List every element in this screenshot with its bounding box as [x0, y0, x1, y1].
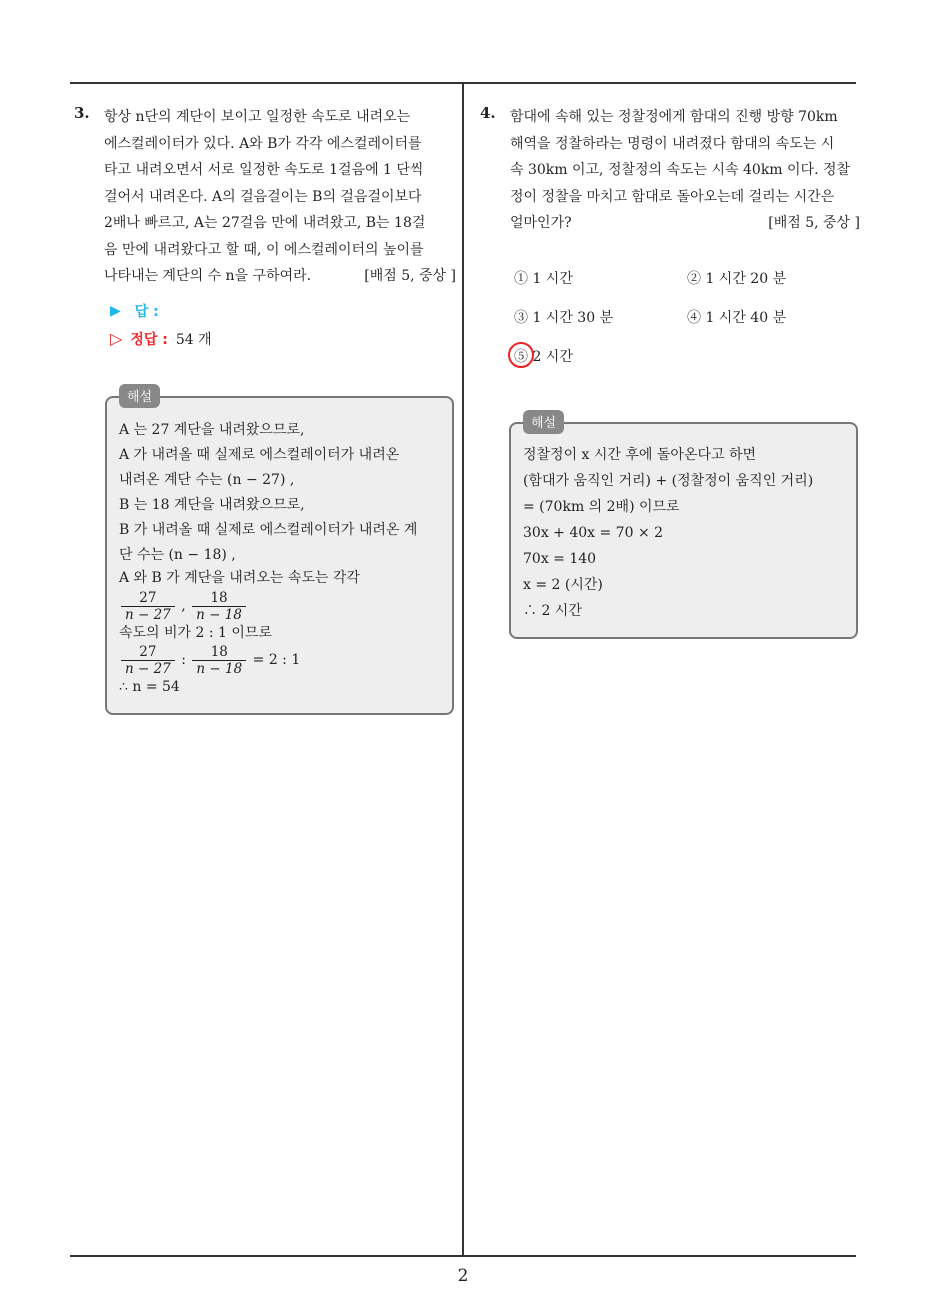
- explanation-line: 내려온 계단 수는 (n − 27) ,: [119, 472, 295, 488]
- question-number: 3.: [74, 104, 90, 122]
- question-line: 함대에 속해 있는 정찰정에게 함대의 진행 방향 70km: [510, 109, 838, 125]
- explanation-tab: 해설: [119, 384, 160, 408]
- explanation-line: x = 2 (시간): [523, 577, 603, 593]
- fraction-line: [119, 642, 442, 678]
- correct-answer-row: [110, 326, 456, 352]
- question-line: 걸어서 내려온다. A의 걸음걸이는 B의 걸음걸이보다: [104, 188, 422, 205]
- fraction-line: [119, 588, 442, 624]
- explanation-line: (함대가 움직인 거리) + (정찰정이 움직인 거리): [523, 473, 814, 489]
- explanation-line: 정찰정이 x 시간 후에 돌아온다고 하면: [523, 447, 757, 463]
- answer-row: [110, 298, 456, 324]
- question-line: 얼마인가?: [510, 215, 572, 231]
- fraction-denominator: n − 18: [196, 660, 243, 677]
- selected-circle-icon: [508, 342, 534, 368]
- fraction-separator: ,: [181, 598, 186, 614]
- page-number: 2: [457, 1266, 469, 1286]
- fraction-numerator: 27: [121, 644, 175, 661]
- question-line: 2배나 빠르고, A는 27걸음 만에 내려왔고, B는 18걸: [104, 215, 426, 231]
- question-4: [480, 104, 860, 376]
- question-line: 에스컬레이터가 있다. A와 B가 각각 에스컬레이터를: [104, 135, 422, 152]
- choice-5-selected[interactable]: [514, 346, 690, 366]
- explanation-line: A 가 내려올 때 실제로 에스컬레이터가 내려온: [119, 447, 400, 463]
- play-arrow-icon: ▶: [110, 302, 121, 319]
- fraction-numerator: 18: [192, 644, 246, 661]
- choice-5-label: ⑤ 2 시간: [514, 349, 573, 365]
- question-line: 속 30km 이고, 정찰정의 속도는 시속 40km 이다. 정찰: [510, 162, 851, 178]
- fraction: [192, 644, 246, 677]
- question-3: [74, 104, 456, 352]
- explanation-box-q4: [509, 416, 858, 639]
- choice-2[interactable]: ② 1 시간 20 분: [687, 271, 787, 287]
- explanation-tab: 해설: [523, 410, 564, 434]
- explanation-line: 30x + 40x = 70 × 2: [523, 525, 664, 541]
- answer-label: 답 :: [134, 303, 159, 320]
- explanation-box-q3: [105, 390, 454, 715]
- question-line: 정이 정찰을 마치고 함대로 돌아오는데 걸리는 시간은: [510, 188, 835, 205]
- explanation-line: ∴ 2 시간: [523, 603, 582, 619]
- correct-answer-label: 정답 :: [130, 331, 168, 348]
- explanation-line: B 는 18 계단을 내려왔으므로,: [119, 497, 305, 513]
- explanation-line: 속도의 비가 2 : 1 이므로: [119, 625, 272, 641]
- question-text: [104, 104, 456, 290]
- equation-tail: = 2 : 1: [252, 652, 301, 668]
- fraction-numerator: 18: [192, 590, 246, 607]
- explanation-line: A 는 27 계단을 내려왔으므로,: [119, 422, 305, 438]
- fraction-numerator: 27: [121, 590, 175, 607]
- fraction-denominator: n − 18: [196, 606, 242, 623]
- explanation-line: 70x = 140: [523, 551, 597, 567]
- question-line: 타고 내려오면서 서로 일정한 속도로 1걸음에 1 단씩: [104, 162, 424, 178]
- fraction: [121, 590, 175, 623]
- choice-list: [514, 259, 860, 376]
- triangle-outline-icon: ▷: [110, 329, 123, 348]
- question-number: 4.: [480, 104, 496, 122]
- choice-1[interactable]: ① 1 시간: [514, 271, 573, 287]
- choice-3[interactable]: ③ 1 시간 30 분: [514, 310, 614, 326]
- fraction: [121, 644, 175, 677]
- explanation-line: B 가 내려올 때 실제로 에스컬레이터가 내려온 계: [119, 522, 418, 538]
- question-line: 해역을 정찰하라는 명령이 내려졌다 함대의 속도는 시: [510, 135, 835, 152]
- question-line: 항상 n단의 계단이 보이고 일정한 속도로 내려오는: [104, 109, 411, 125]
- explanation-line: = (70km 의 2배) 이므로: [523, 499, 680, 515]
- question-line: 음 만에 내려왔다고 할 때, 이 에스컬레이터의 높이를: [104, 241, 424, 258]
- score-meta: [배점 5, 중상 ]: [364, 268, 456, 284]
- question-text: [510, 104, 860, 237]
- fraction-denominator: n − 27: [125, 660, 171, 677]
- choice-4[interactable]: ④ 1 시간 40 분: [687, 310, 787, 326]
- fraction-denominator: n − 27: [125, 606, 171, 623]
- fraction: [192, 590, 246, 623]
- bottom-rule: [70, 1255, 856, 1257]
- ratio-colon: :: [181, 652, 186, 668]
- score-meta: [배점 5, 중상 ]: [768, 215, 860, 231]
- conclusion-line: ∴ n = 54: [119, 679, 180, 695]
- explanation-line: 단 수는 (n − 18) ,: [119, 547, 236, 563]
- correct-answer-value: 54 개: [175, 331, 212, 348]
- question-line: 나타내는 계단의 수 n을 구하여라.: [104, 268, 312, 284]
- explanation-line: A 와 B 가 계단을 내려오는 속도는 각각: [119, 570, 360, 586]
- column-divider: [462, 82, 464, 1257]
